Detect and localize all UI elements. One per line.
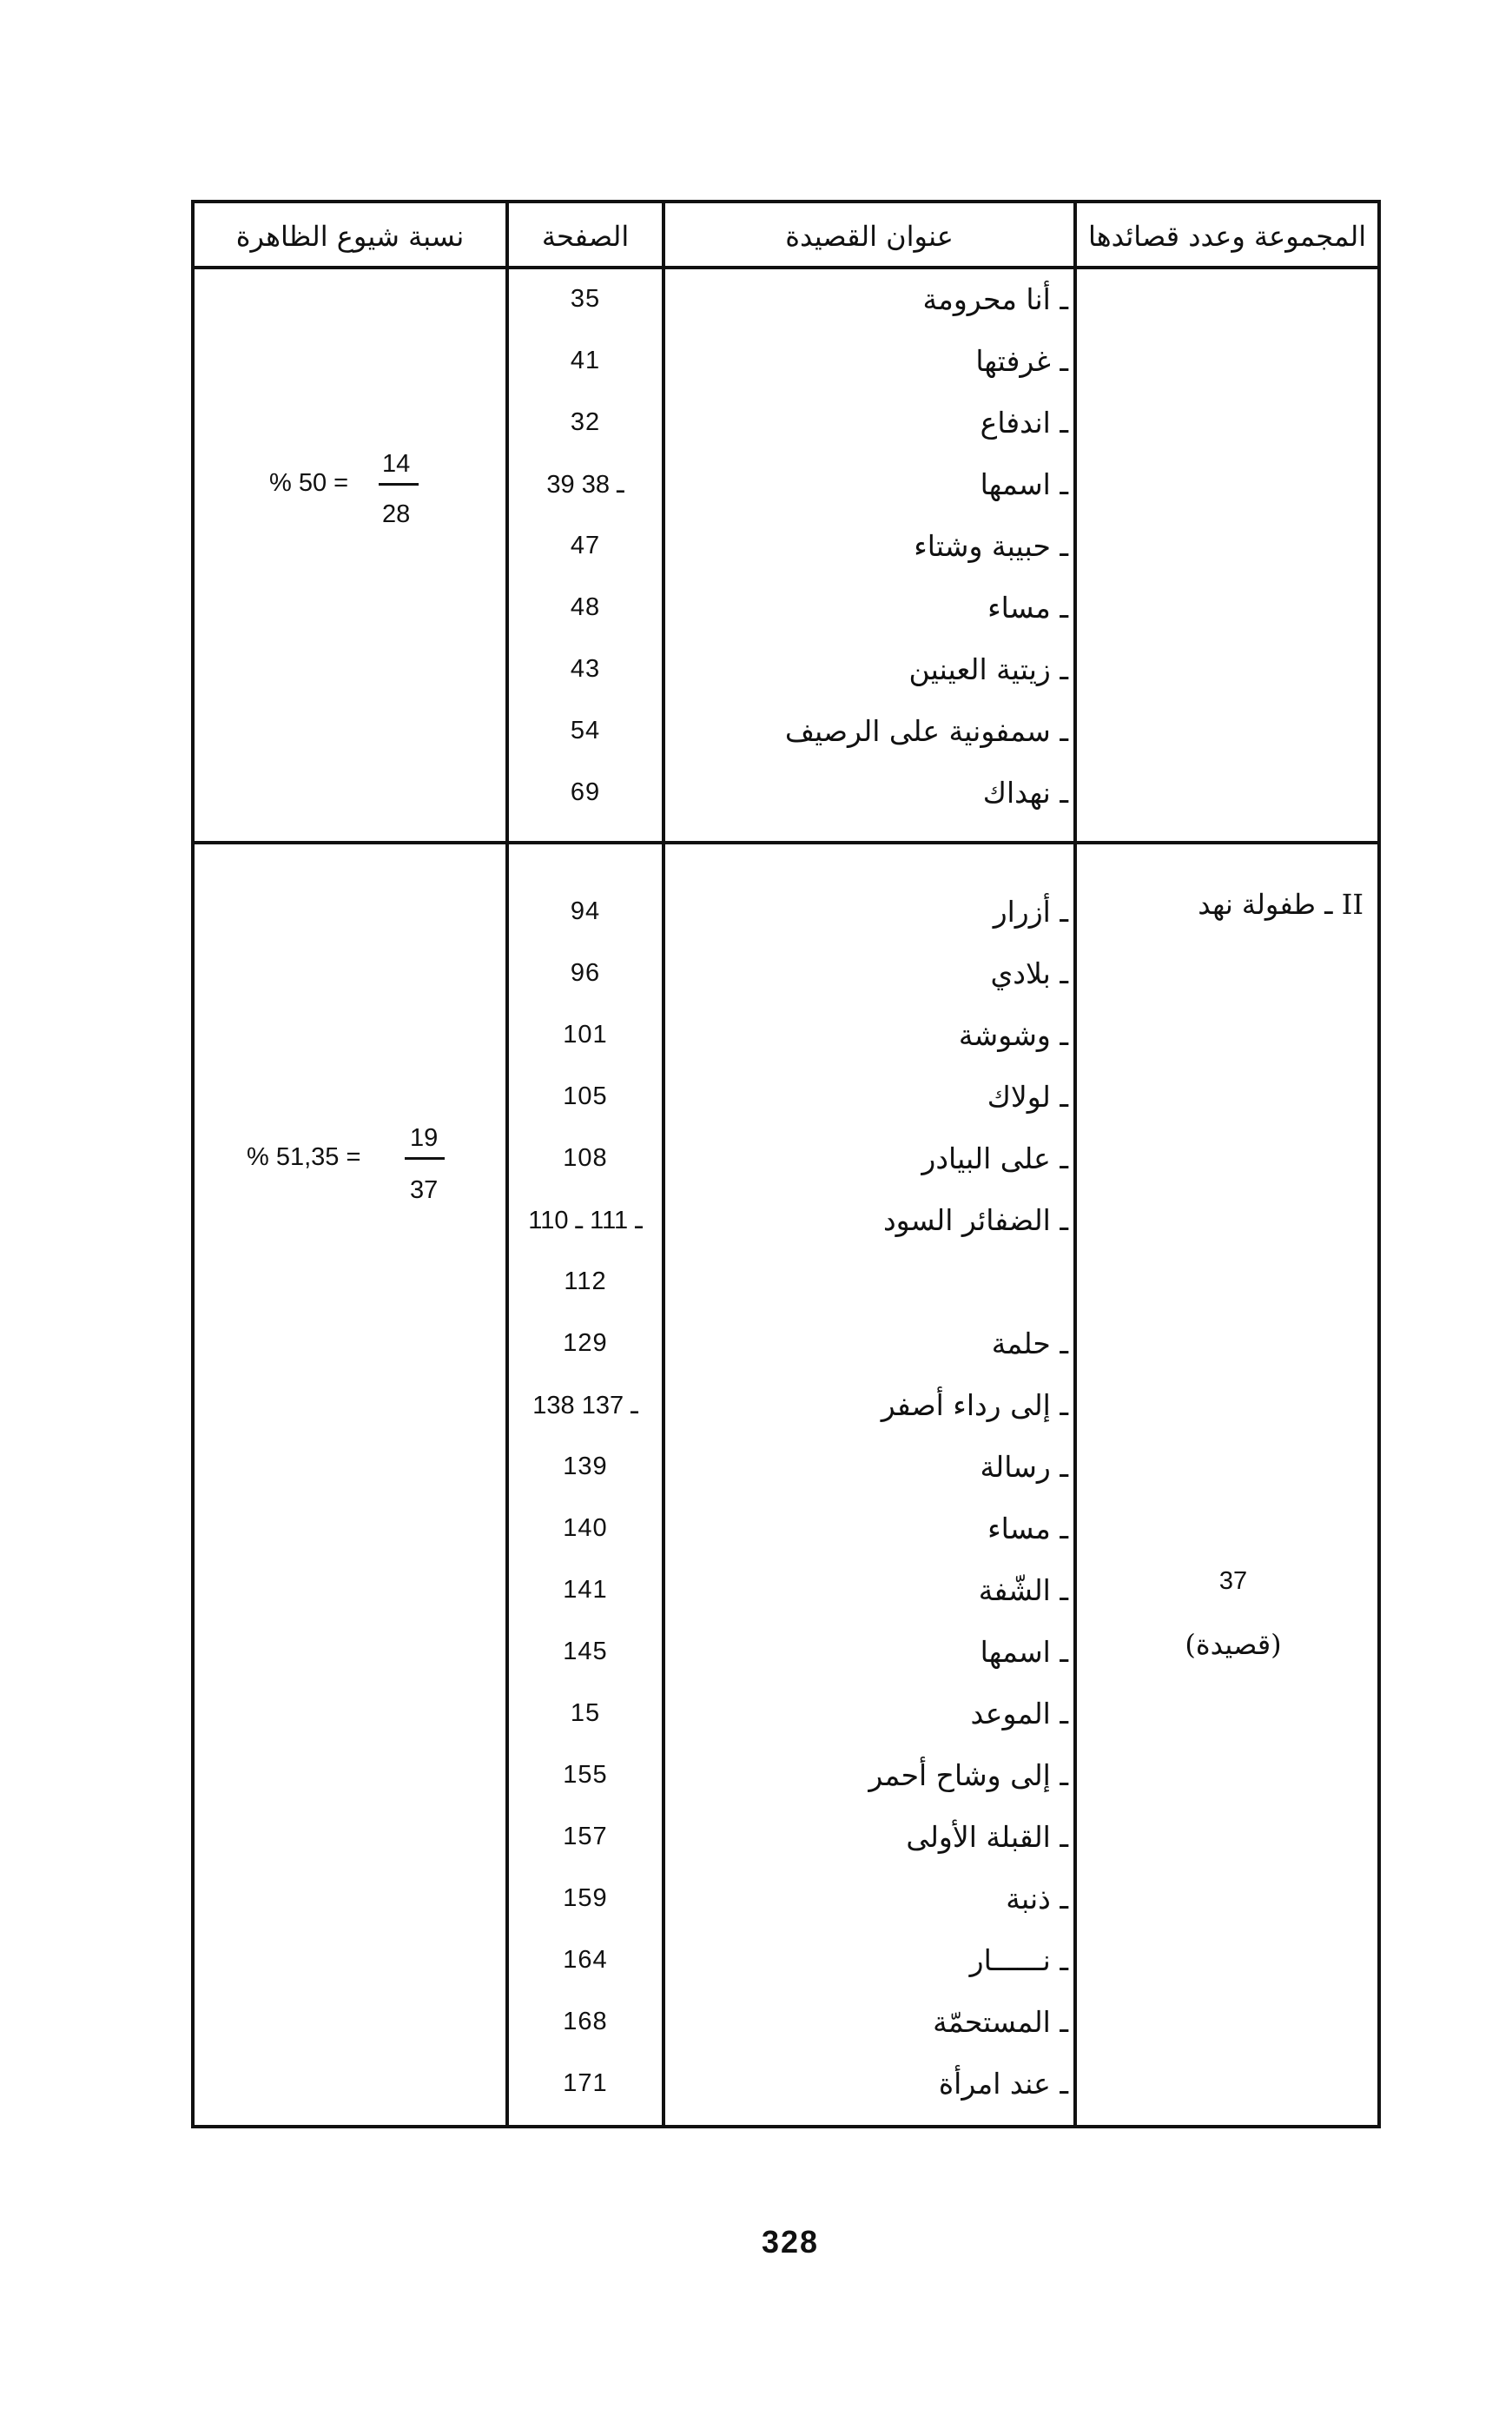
header-title: عنوان القصيدة xyxy=(785,220,954,253)
poem-title: ـ الشّفة xyxy=(978,1572,1068,1607)
group-count-label: (قصيدة) xyxy=(1185,1628,1282,1661)
poem-title: ـ اسمها xyxy=(980,467,1068,501)
poem-page: 145 xyxy=(563,1637,608,1665)
ratio-numerator: 19 xyxy=(410,1124,439,1152)
poem-page: 112 xyxy=(564,1267,607,1295)
poem-title: ـ عند امرأة xyxy=(938,2066,1068,2101)
ratio-numerator: 14 xyxy=(382,450,411,478)
poem-page: 105 xyxy=(563,1082,608,1110)
ratio-percent: % 50 = xyxy=(269,469,349,497)
poem-page: 41 xyxy=(570,346,601,374)
header-page: الصفحة xyxy=(541,220,630,253)
poem-title: ـ حبيبة وشتاء xyxy=(914,528,1068,563)
poem-page: 101 xyxy=(563,1020,608,1049)
poem-page: 164 xyxy=(563,1945,608,1974)
poem-page: 69 xyxy=(570,778,601,806)
poem-title: ـ رسالة xyxy=(980,1449,1068,1484)
poem-title: ـ مساء xyxy=(987,590,1068,625)
poem-title: ـ غرفتها xyxy=(975,343,1068,378)
ratio-percent: % 51,35 = xyxy=(247,1143,361,1171)
poem-title: ـ سمفونية على الرصيف xyxy=(784,713,1068,748)
poem-page: 54 xyxy=(570,716,601,744)
poem-title: ـ زيتية العينين xyxy=(908,652,1068,686)
poem-title: ـ لولاك xyxy=(987,1079,1068,1114)
poem-page: 32 xyxy=(570,407,601,436)
column-divider-title xyxy=(1073,200,1077,2128)
fraction-bar xyxy=(405,1157,445,1160)
poem-page: 48 xyxy=(570,592,601,621)
poem-page: 39 ـ 38 xyxy=(546,470,624,499)
poem-title: ـ الموعد xyxy=(970,1696,1068,1730)
poem-page: 129 xyxy=(563,1328,608,1357)
poem-title: ـ نهداك xyxy=(982,775,1068,810)
poem-page: 43 xyxy=(570,654,601,683)
poem-page: 168 xyxy=(563,2007,608,2035)
poem-title: ـ اسمها xyxy=(980,1634,1068,1669)
poem-title: ـ أزرار xyxy=(993,894,1068,929)
header-ratio: نسبة شيوع الظاهرة xyxy=(235,220,465,253)
poem-title: ـ إلى رداء أصفر xyxy=(881,1387,1068,1422)
poem-title: ـ المستحمّة xyxy=(933,2004,1068,2039)
poem-page: ـ 111 ـ 110 xyxy=(528,1206,643,1234)
poem-page: 141 xyxy=(563,1575,608,1604)
poem-page: 47 xyxy=(570,531,601,559)
poem-page: 15 xyxy=(570,1698,601,1727)
ratio-denominator: 37 xyxy=(410,1176,439,1204)
group-count: 37 xyxy=(1218,1567,1248,1595)
ratio-denominator: 28 xyxy=(382,500,411,528)
poem-title: ـ الضفائر السود xyxy=(882,1202,1068,1237)
poem-page: 94 xyxy=(570,897,601,925)
poem-title xyxy=(669,1255,1068,1307)
poem-title: ـ أنا محرومة xyxy=(922,281,1068,316)
header-group: المجموعة وعدد قصائدها xyxy=(1087,220,1367,253)
poem-page: 138 ـ 137 xyxy=(532,1391,638,1419)
page-number: 328 xyxy=(761,2224,820,2260)
group-name: II ـ طفولة نهد xyxy=(1198,888,1363,921)
poem-page: 35 xyxy=(570,284,601,313)
poem-page: 108 xyxy=(563,1143,608,1172)
section-divider xyxy=(191,841,1381,844)
poem-page: 171 xyxy=(563,2068,608,2097)
poem-title: ـ بلادي xyxy=(990,956,1068,990)
fraction-bar xyxy=(379,483,419,486)
poem-title: ـ القبلة الأولى xyxy=(906,1819,1068,1854)
poem-title: ـ حلمة xyxy=(991,1326,1068,1360)
poem-title: ـ اندفاع xyxy=(980,405,1068,440)
poem-page: 155 xyxy=(563,1760,608,1789)
poem-page: 157 xyxy=(563,1822,608,1850)
poem-page: 96 xyxy=(570,958,601,987)
poem-title: ـ إلى وشاح أحمر xyxy=(868,1757,1068,1792)
poem-title: ـ مساء xyxy=(987,1511,1068,1545)
poem-title: ـ على البيادر xyxy=(921,1141,1068,1175)
poem-page: 140 xyxy=(563,1513,608,1542)
poem-page: 139 xyxy=(563,1452,608,1480)
poem-title: ـ وشوشة xyxy=(958,1017,1068,1052)
poem-title: ـ نــــــار xyxy=(969,1942,1068,1977)
poem-page: 159 xyxy=(563,1883,608,1912)
poem-title: ـ ذنبة xyxy=(1006,1881,1068,1916)
